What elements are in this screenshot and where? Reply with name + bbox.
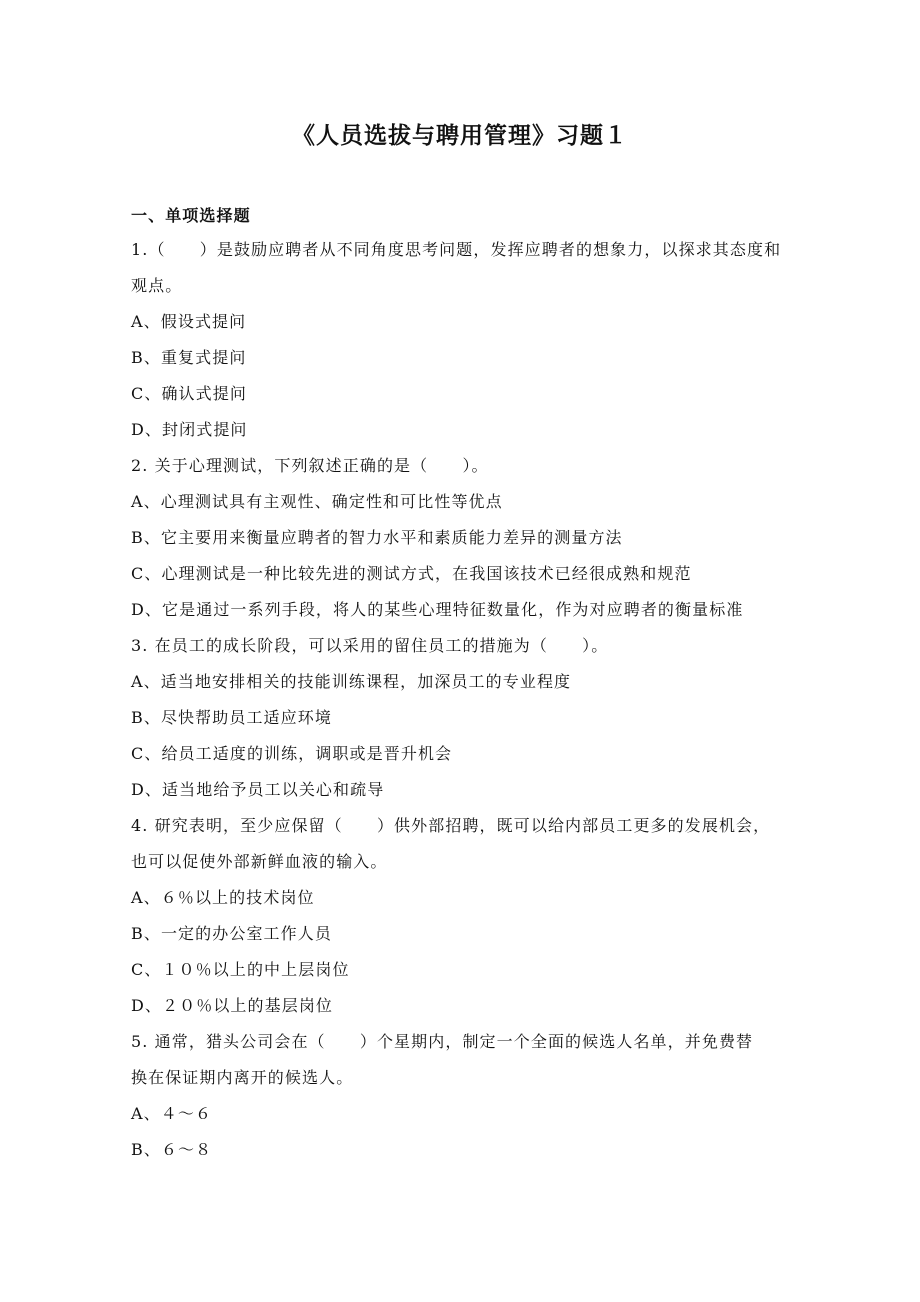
question-1-line-1: 1.（ ）是鼓励应聘者从不同角度思考问题，发挥应聘者的想象力，以探求其态度和 [131,240,782,259]
question-1-option-c: C、确认式提问 [131,384,247,403]
question-4-option-b: B、一定的办公室工作人员 [131,924,332,943]
question-2-option-d: D、它是通过一系列手段，将人的某些心理特征数量化，作为对应聘者的衡量标准 [131,600,744,619]
section-heading: 一、单项选择题 [131,206,251,225]
document-content [131,200,831,1168]
question-2-line-1: 2. 关于心理测试，下列叙述正确的是（ ）。 [131,456,489,475]
question-5-line-1: 5. 通常，猎头公司会在（ ）个星期内，制定一个全面的候选人名单，并免费替 [131,1032,754,1051]
question-4-option-a: A、６％以上的技术岗位 [131,888,315,907]
question-2-option-c: C、心理测试是一种比较先进的测试方式，在我国该技术已经很成熟和规范 [131,564,692,583]
question-3-option-a: A、适当地安排相关的技能训练课程，加深员工的专业程度 [131,672,572,691]
question-1-line-2: 观点。 [131,276,183,295]
question-2-option-b: B、它主要用来衡量应聘者的智力水平和素质能力差异的测量方法 [131,528,623,547]
question-1-option-b: B、重复式提问 [131,348,247,367]
question-5-option-a: A、４～６ [131,1104,213,1123]
question-3-line-1: 3. 在员工的成长阶段，可以采用的留住员工的措施为（ ）。 [131,636,609,655]
question-3-option-c: C、给员工适度的训练，调职或是晋升机会 [131,744,453,763]
question-3-option-b: B、尽快帮助员工适应环境 [131,708,332,727]
question-1-option-d: D、封闭式提问 [131,420,248,439]
question-4-line-1: 4. 研究表明，至少应保留（ ）供外部招聘，既可以给内部员工更多的发展机会， [131,816,771,835]
question-1-option-a: A、假设式提问 [131,312,247,331]
question-4-option-c: C、１０％以上的中上层岗位 [131,960,350,979]
question-5-option-b: B、６～８ [131,1140,213,1159]
question-4-line-2: 也可以促使外部新鲜血液的输入。 [131,852,388,871]
question-5-line-2: 换在保证期内离开的候选人。 [131,1068,354,1087]
document-title: 《人员选拔与聘用管理》习题１ [292,122,628,149]
question-4-option-d: D、２０％以上的基层岗位 [131,996,334,1015]
question-3-option-d: D、适当地给予员工以关心和疏导 [131,780,385,799]
question-2-option-a: A、心理测试具有主观性、确定性和可比性等优点 [131,492,503,511]
